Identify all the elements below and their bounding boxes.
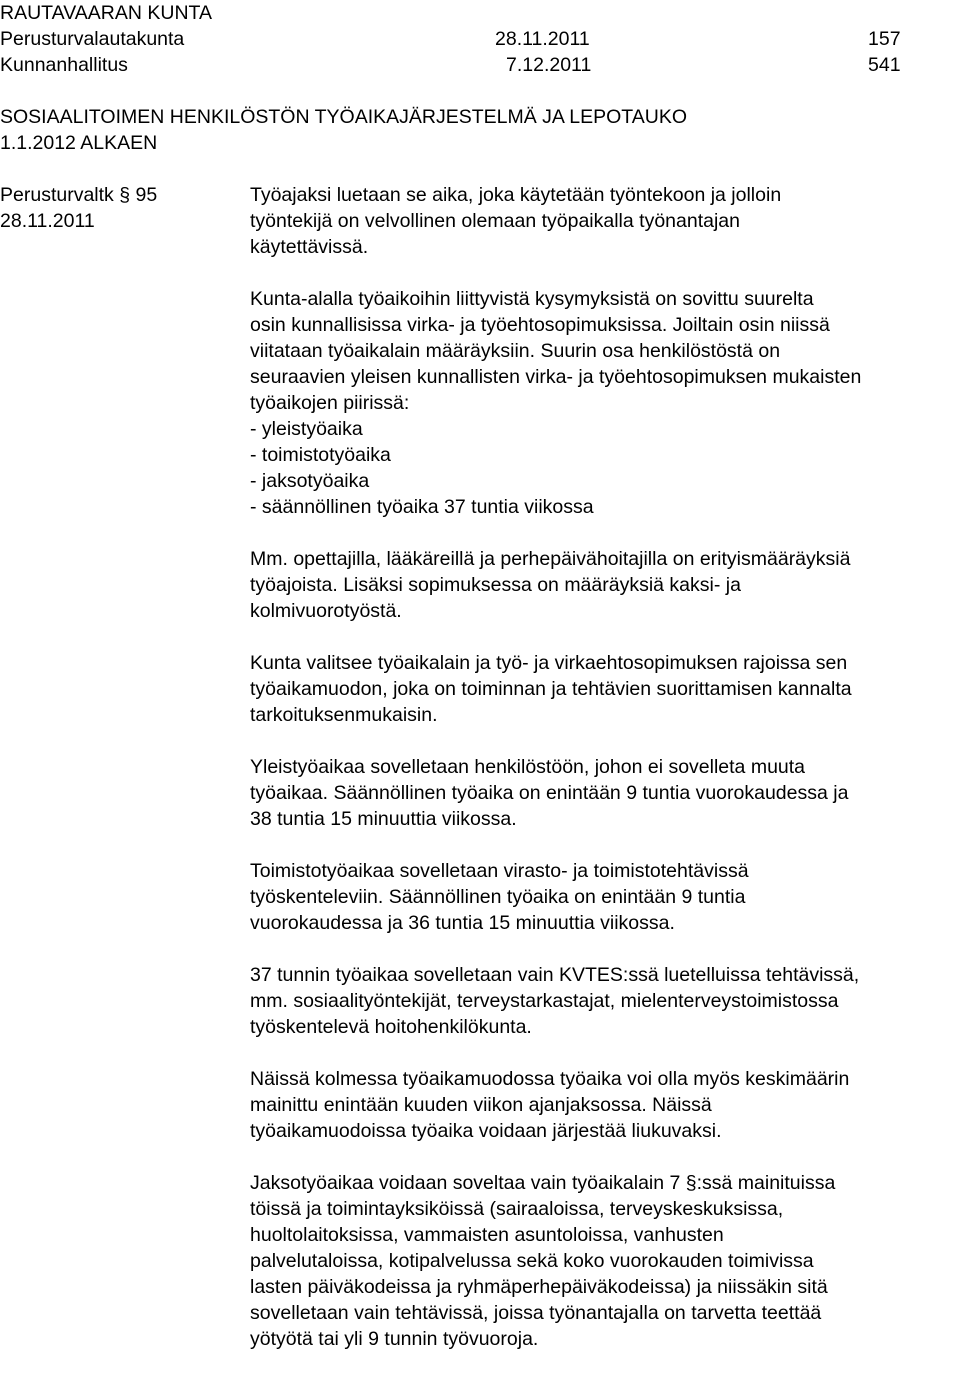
paragraph-line: töissä ja toimintayksiköissä (sairaaloissa, terveyskeskuksissa,: [250, 1198, 784, 1220]
paragraph-line: lasten päiväkodeissa ja ryhmäperhepäiväkodeissa) ja niissäkin sitä: [250, 1276, 828, 1298]
paragraph-line: yötyötä tai yli 9 tunnin työvuoroja.: [250, 1328, 539, 1350]
paragraph: [250, 858, 956, 936]
paragraph-line: Jaksotyöaikaa voidaan soveltaa vain työaikalain 7 §:ssä mainituissa: [250, 1172, 836, 1194]
paragraph-line: mm. sosiaalityöntekijät, terveystarkastajat, mielenterveystoimistossa: [250, 990, 839, 1012]
paragraph-line: Näissä kolmessa työaikamuodossa työaika voi olla myös keskimäärin: [250, 1068, 850, 1090]
paragraph-line: työskenteleviin. Säännöllinen työaika on enintään 9 tuntia: [250, 886, 746, 908]
paragraph-line: Yleistyöaikaa sovelletaan henkilöstöön, johon ei sovelleta muuta: [250, 756, 806, 778]
paragraph-line: osin kunnallisissa virka- ja työehtosopimuksissa. Joiltain osin niissä: [250, 314, 830, 336]
paragraph-line: huoltolaitoksissa, vammaisten asuntoloissa, vanhusten: [250, 1224, 724, 1246]
page-number: 541: [868, 54, 901, 76]
paragraph-line: tarkoituksenmukaisin.: [250, 704, 438, 726]
paragraph-line: vuorokaudessa ja 36 tuntia 15 minuuttia viikossa.: [250, 912, 675, 934]
paragraph-line: Toimistotyöaikaa sovelletaan virasto- ja toimistotehtävissä: [250, 860, 749, 882]
paragraph-line: työaikaa. Säännöllinen työaika on enintään 9 tuntia vuorokaudessa ja: [250, 782, 849, 804]
paragraph: [250, 182, 956, 260]
paragraph-line: Mm. opettajilla, lääkäreillä ja perhepäivähoitajilla on erityismääräyksiä: [250, 548, 851, 570]
paragraph-line: palvelutaloissa, kotipalvelussa sekä koko vuorokauden toimivissa: [250, 1250, 814, 1272]
paragraph-line: työaikamuodon, joka on toiminnan ja tehtävien suorittamisen kannalta: [250, 678, 852, 700]
paragraph-line: seuraavien yleisen kunnallisten virka- ja työehtosopimuksen mukaisten: [250, 366, 862, 388]
document-title-line-2: 1.1.2012 ALKAEN: [0, 132, 158, 154]
paragraph-line: 38 tuntia 15 minuuttia viikossa.: [250, 808, 517, 830]
paragraph-line: työntekijä on velvollinen olemaan työpaikalla työnantajan: [250, 210, 740, 232]
committee-name: Perusturvalautakunta: [0, 28, 185, 50]
paragraph-line: käytettävissä.: [250, 236, 369, 258]
paragraph-line: Kunta-alalla työaikoihin liittyvistä kysymyksistä on sovittu suurelta: [250, 288, 814, 310]
page-number: 157: [868, 28, 901, 50]
paragraph-line: 37 tunnin työaikaa sovelletaan vain KVTES:ssä luetelluissa tehtävissä,: [250, 964, 860, 986]
paragraph: [250, 754, 956, 832]
paragraph-line: - toimistotyöaika: [250, 444, 391, 466]
section-reference: Perusturvaltk § 95: [0, 184, 158, 206]
paragraph-line: työaikojen piirissä:: [250, 392, 410, 414]
paragraph-line: - yleistyöaika: [250, 418, 363, 440]
paragraph-line: työaikamuodoissa työaika voidaan järjestää liukuvaksi.: [250, 1120, 722, 1142]
paragraph: [250, 1066, 956, 1144]
paragraph: [250, 286, 956, 520]
paragraph: [250, 546, 956, 624]
paragraph-line: Työajaksi luetaan se aika, joka käytetään työntekoon ja jolloin: [250, 184, 782, 206]
paragraph-line: kolmivuorotyöstä.: [250, 600, 402, 622]
committee-name: Kunnanhallitus: [0, 54, 128, 76]
document-title-line-1: SOSIAALITOIMEN HENKILÖSTÖN TYÖAIKAJÄRJESTELMÄ JA LEPOTAUKO: [0, 106, 688, 128]
paragraph-line: työajoista. Lisäksi sopimuksessa on määräyksiä kaksi- ja: [250, 574, 741, 596]
paragraph-line: - jaksotyöaika: [250, 470, 370, 492]
document-body: [250, 182, 956, 1378]
organization-name: RAUTAVAARAN KUNTA: [0, 2, 212, 24]
paragraph-line: viitataan työaikalain määräyksiin. Suurin osa henkilöstöstä on: [250, 340, 781, 362]
paragraph: [250, 1170, 956, 1352]
meeting-date: 7.12.2011: [506, 54, 592, 76]
paragraph: [250, 650, 956, 728]
paragraph-line: sovelletaan vain tehtävissä, joissa työnantajalla on tarvetta teettää: [250, 1302, 822, 1324]
paragraph: [250, 962, 956, 1040]
section-date: 28.11.2011: [0, 210, 95, 232]
paragraph-line: Kunta valitsee työaikalain ja työ- ja virkaehtosopimuksen rajoissa sen: [250, 652, 848, 674]
paragraph-line: työskentelevä hoitohenkilökunta.: [250, 1016, 532, 1038]
paragraph-line: - säännöllinen työaika 37 tuntia viikossa: [250, 496, 594, 518]
paragraph-line: mainittu enintään kuuden viikon ajanjaksossa. Näissä: [250, 1094, 712, 1116]
meeting-date: 28.11.2011: [495, 28, 590, 50]
